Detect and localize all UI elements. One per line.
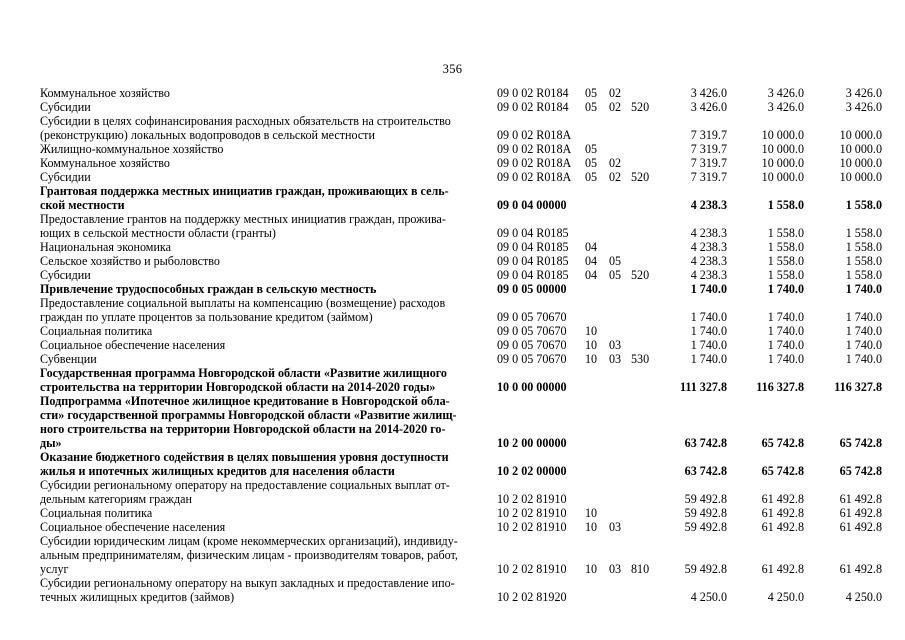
amount-year-1: 4 238.3 [690, 226, 727, 240]
budget-code: 10 2 02 81910 [497, 562, 567, 576]
amount-year-2: 116 327.8 [756, 380, 804, 394]
table-row [0, 324, 905, 338]
subsection-code: 05 [609, 268, 622, 282]
amount-year-2: 10 000.0 [761, 170, 804, 184]
section-code: 04 [585, 268, 598, 282]
table-row [0, 534, 905, 576]
amount-year-1: 4 250.0 [690, 590, 727, 604]
amount-year-3: 3 426.0 [845, 86, 882, 100]
subsection-code: 05 [609, 254, 622, 268]
amount-year-3: 1 740.0 [845, 310, 882, 324]
budget-code: 09 0 05 70670 [497, 324, 567, 338]
amount-year-1: 1 740.0 [690, 338, 727, 352]
amount-year-3: 1 558.0 [845, 268, 882, 282]
row-name: Социальное обеспечение населения [40, 520, 226, 534]
budget-code: 10 2 02 81910 [497, 520, 567, 534]
budget-code: 10 2 00 00000 [497, 436, 567, 450]
amount-year-2: 1 740.0 [767, 338, 804, 352]
table-row [0, 86, 905, 100]
budget-code: 10 2 02 00000 [497, 464, 567, 478]
amount-year-3: 1 558.0 [845, 254, 882, 268]
budget-code: 09 0 04 00000 [497, 198, 567, 212]
amount-year-3: 10 000.0 [839, 142, 882, 156]
page-number: 356 [442, 62, 463, 76]
amount-year-2: 10 000.0 [761, 156, 804, 170]
budget-code: 09 0 02 R018A [497, 170, 572, 184]
amount-year-3: 65 742.8 [839, 436, 882, 450]
amount-year-1: 7 319.7 [690, 142, 727, 156]
row-name: Государственная программа Новгородской области «Развитие жилищного строительства на территории Новгородской области на 2014-2020 годы» [40, 366, 447, 394]
budget-code: 09 0 04 R0185 [497, 268, 569, 282]
amount-year-1: 63 742.8 [684, 436, 727, 450]
table-row [0, 506, 905, 520]
row-name: Субсидии юридическим лицам (кроме некоммерческих организаций), индивиду- альным предпринимателям, физическим лицам - производителям товаров, работ, услуг [40, 534, 458, 576]
budget-code: 10 0 00 00000 [497, 380, 567, 394]
table-row [0, 212, 905, 240]
table-row [0, 240, 905, 254]
amount-year-3: 1 558.0 [845, 226, 882, 240]
amount-year-2: 1 740.0 [767, 282, 804, 296]
section-code: 10 [585, 338, 598, 352]
table-row [0, 156, 905, 170]
amount-year-1: 3 426.0 [690, 100, 727, 114]
table-row [0, 254, 905, 268]
amount-year-2: 61 492.8 [761, 562, 804, 576]
amount-year-1: 63 742.8 [684, 464, 727, 478]
amount-year-2: 4 250.0 [767, 590, 804, 604]
row-name: Грантовая поддержка местных инициатив граждан, проживающих в сель- ской местности [40, 184, 449, 212]
row-name: Привлечение трудоспособных граждан в сельскую местность [40, 282, 377, 296]
subsection-code: 02 [609, 170, 622, 184]
amount-year-2: 3 426.0 [767, 100, 804, 114]
section-code: 10 [585, 352, 598, 366]
budget-code: 10 2 02 81910 [497, 492, 567, 506]
amount-year-1: 7 319.7 [690, 128, 727, 142]
budget-code: 10 2 02 81910 [497, 506, 567, 520]
subsection-code: 03 [609, 520, 622, 534]
amount-year-3: 3 426.0 [845, 100, 882, 114]
subsection-code: 03 [609, 338, 622, 352]
amount-year-2: 10 000.0 [761, 142, 804, 156]
budget-table [0, 86, 905, 604]
amount-year-1: 4 238.3 [690, 198, 727, 212]
amount-year-2: 65 742.8 [761, 436, 804, 450]
row-name: Предоставление грантов на поддержку местных инициатив граждан, прожива- ющих в сельской местности области (гранты) [40, 212, 446, 240]
table-row [0, 520, 905, 534]
amount-year-1: 1 740.0 [690, 352, 727, 366]
section-code: 10 [585, 562, 598, 576]
expense-type-code: 810 [631, 562, 650, 576]
amount-year-2: 1 740.0 [767, 324, 804, 338]
row-name: Коммунальное хозяйство [40, 86, 170, 100]
amount-year-1: 59 492.8 [684, 520, 727, 534]
amount-year-1: 1 740.0 [690, 282, 727, 296]
table-row [0, 142, 905, 156]
amount-year-1: 1 740.0 [690, 310, 727, 324]
table-row [0, 184, 905, 212]
table-row [0, 100, 905, 114]
expense-type-code: 530 [631, 352, 650, 366]
section-code: 05 [585, 142, 598, 156]
amount-year-3: 61 492.8 [839, 492, 882, 506]
section-code: 10 [585, 520, 598, 534]
row-name: Социальная политика [40, 324, 153, 338]
expense-type-code: 520 [631, 170, 650, 184]
row-name: Социальное обеспечение населения [40, 338, 226, 352]
subsection-code: 02 [609, 86, 622, 100]
row-name: Коммунальное хозяйство [40, 156, 170, 170]
row-name: Предоставление социальной выплаты на компенсацию (возмещение) расходов граждан по уплате процентов за пользование кредитом (займом) [40, 296, 446, 324]
budget-code: 09 0 02 R018A [497, 128, 572, 142]
amount-year-3: 1 558.0 [845, 240, 882, 254]
section-code: 05 [585, 156, 598, 170]
budget-code: 09 0 05 70670 [497, 352, 567, 366]
section-code: 04 [585, 254, 598, 268]
table-row [0, 268, 905, 282]
budget-code: 09 0 05 70670 [497, 338, 567, 352]
amount-year-2: 1 558.0 [767, 226, 804, 240]
row-name: Субвенции [40, 352, 97, 366]
table-row [0, 478, 905, 506]
table-row [0, 576, 905, 604]
row-name: Субсидии в целях софинансирования расходных обязательств на строительство (реконструкцию) локальных водопроводов в сельской местности [40, 114, 451, 142]
section-code: 05 [585, 100, 598, 114]
amount-year-2: 1 558.0 [767, 268, 804, 282]
subsection-code: 02 [609, 100, 622, 114]
amount-year-3: 1 740.0 [845, 324, 882, 338]
amount-year-1: 1 740.0 [690, 324, 727, 338]
amount-year-1: 4 238.3 [690, 268, 727, 282]
budget-code: 09 0 05 00000 [497, 282, 567, 296]
amount-year-3: 1 558.0 [845, 198, 882, 212]
amount-year-2: 61 492.8 [761, 506, 804, 520]
amount-year-3: 4 250.0 [845, 590, 882, 604]
amount-year-3: 1 740.0 [845, 352, 882, 366]
row-name: Субсидии [40, 100, 91, 114]
amount-year-3: 10 000.0 [839, 170, 882, 184]
amount-year-2: 1 740.0 [767, 310, 804, 324]
section-code: 10 [585, 324, 598, 338]
amount-year-3: 65 742.8 [839, 464, 882, 478]
budget-code: 09 0 05 70670 [497, 310, 567, 324]
amount-year-1: 3 426.0 [690, 86, 727, 100]
subsection-code: 03 [609, 562, 622, 576]
row-name: Сельское хозяйство и рыболовство [40, 254, 220, 268]
row-name: Оказание бюджетного содействия в целях повышения уровня доступности жилья и ипотечных жилищных кредитов для населения области [40, 450, 449, 478]
amount-year-2: 61 492.8 [761, 520, 804, 534]
section-code: 05 [585, 86, 598, 100]
table-row [0, 352, 905, 366]
amount-year-2: 3 426.0 [767, 86, 804, 100]
amount-year-1: 7 319.7 [690, 156, 727, 170]
amount-year-1: 111 327.8 [679, 380, 727, 394]
table-row [0, 114, 905, 142]
table-row [0, 282, 905, 296]
table-row [0, 366, 905, 394]
section-code: 05 [585, 170, 598, 184]
row-name: Субсидии региональному оператору на выкуп закладных и предоставление ипо- течных жилищных кредитов (займов) [40, 576, 455, 604]
budget-code: 10 2 02 81920 [497, 590, 567, 604]
amount-year-1: 59 492.8 [684, 492, 727, 506]
amount-year-2: 1 558.0 [767, 198, 804, 212]
amount-year-2: 1 740.0 [767, 352, 804, 366]
budget-code: 09 0 04 R0185 [497, 254, 569, 268]
section-code: 04 [585, 240, 598, 254]
table-row [0, 338, 905, 352]
amount-year-2: 1 558.0 [767, 240, 804, 254]
amount-year-2: 65 742.8 [761, 464, 804, 478]
amount-year-3: 61 492.8 [839, 506, 882, 520]
amount-year-2: 61 492.8 [761, 492, 804, 506]
budget-code: 09 0 02 R0184 [497, 86, 569, 100]
amount-year-1: 59 492.8 [684, 506, 727, 520]
table-row [0, 394, 905, 450]
budget-code: 09 0 02 R018A [497, 156, 572, 170]
expense-type-code: 520 [631, 100, 650, 114]
amount-year-1: 59 492.8 [684, 562, 727, 576]
row-name: Жилищно-коммунальное хозяйство [40, 142, 224, 156]
amount-year-3: 1 740.0 [845, 338, 882, 352]
table-row [0, 296, 905, 324]
table-row [0, 170, 905, 184]
amount-year-1: 4 238.3 [690, 240, 727, 254]
budget-code: 09 0 04 R0185 [497, 226, 569, 240]
amount-year-3: 10 000.0 [839, 156, 882, 170]
amount-year-3: 116 327.8 [834, 380, 882, 394]
row-name: Социальная политика [40, 506, 153, 520]
row-name: Национальная экономика [40, 240, 171, 254]
row-name: Подпрограмма «Ипотечное жилищное кредитование в Новгородской обла- сти» государственной программы Новгородской области «Развитие жилищ- ного строительства на территории Новгородской области на 2014-2020 го- ды» [40, 394, 457, 450]
amount-year-3: 1 740.0 [845, 282, 882, 296]
amount-year-1: 7 319.7 [690, 170, 727, 184]
amount-year-3: 61 492.8 [839, 562, 882, 576]
section-code: 10 [585, 506, 598, 520]
subsection-code: 03 [609, 352, 622, 366]
amount-year-3: 61 492.8 [839, 520, 882, 534]
row-name: Субсидии [40, 268, 91, 282]
table-row [0, 450, 905, 478]
amount-year-3: 10 000.0 [839, 128, 882, 142]
row-name: Субсидии региональному оператору на предоставление социальных выплат от- дельным категориям граждан [40, 478, 450, 506]
amount-year-2: 10 000.0 [761, 128, 804, 142]
amount-year-1: 4 238.3 [690, 254, 727, 268]
subsection-code: 02 [609, 156, 622, 170]
amount-year-2: 1 558.0 [767, 254, 804, 268]
budget-code: 09 0 04 R0185 [497, 240, 569, 254]
row-name: Субсидии [40, 170, 91, 184]
budget-code: 09 0 02 R0184 [497, 100, 569, 114]
expense-type-code: 520 [631, 268, 650, 282]
budget-code: 09 0 02 R018A [497, 142, 572, 156]
